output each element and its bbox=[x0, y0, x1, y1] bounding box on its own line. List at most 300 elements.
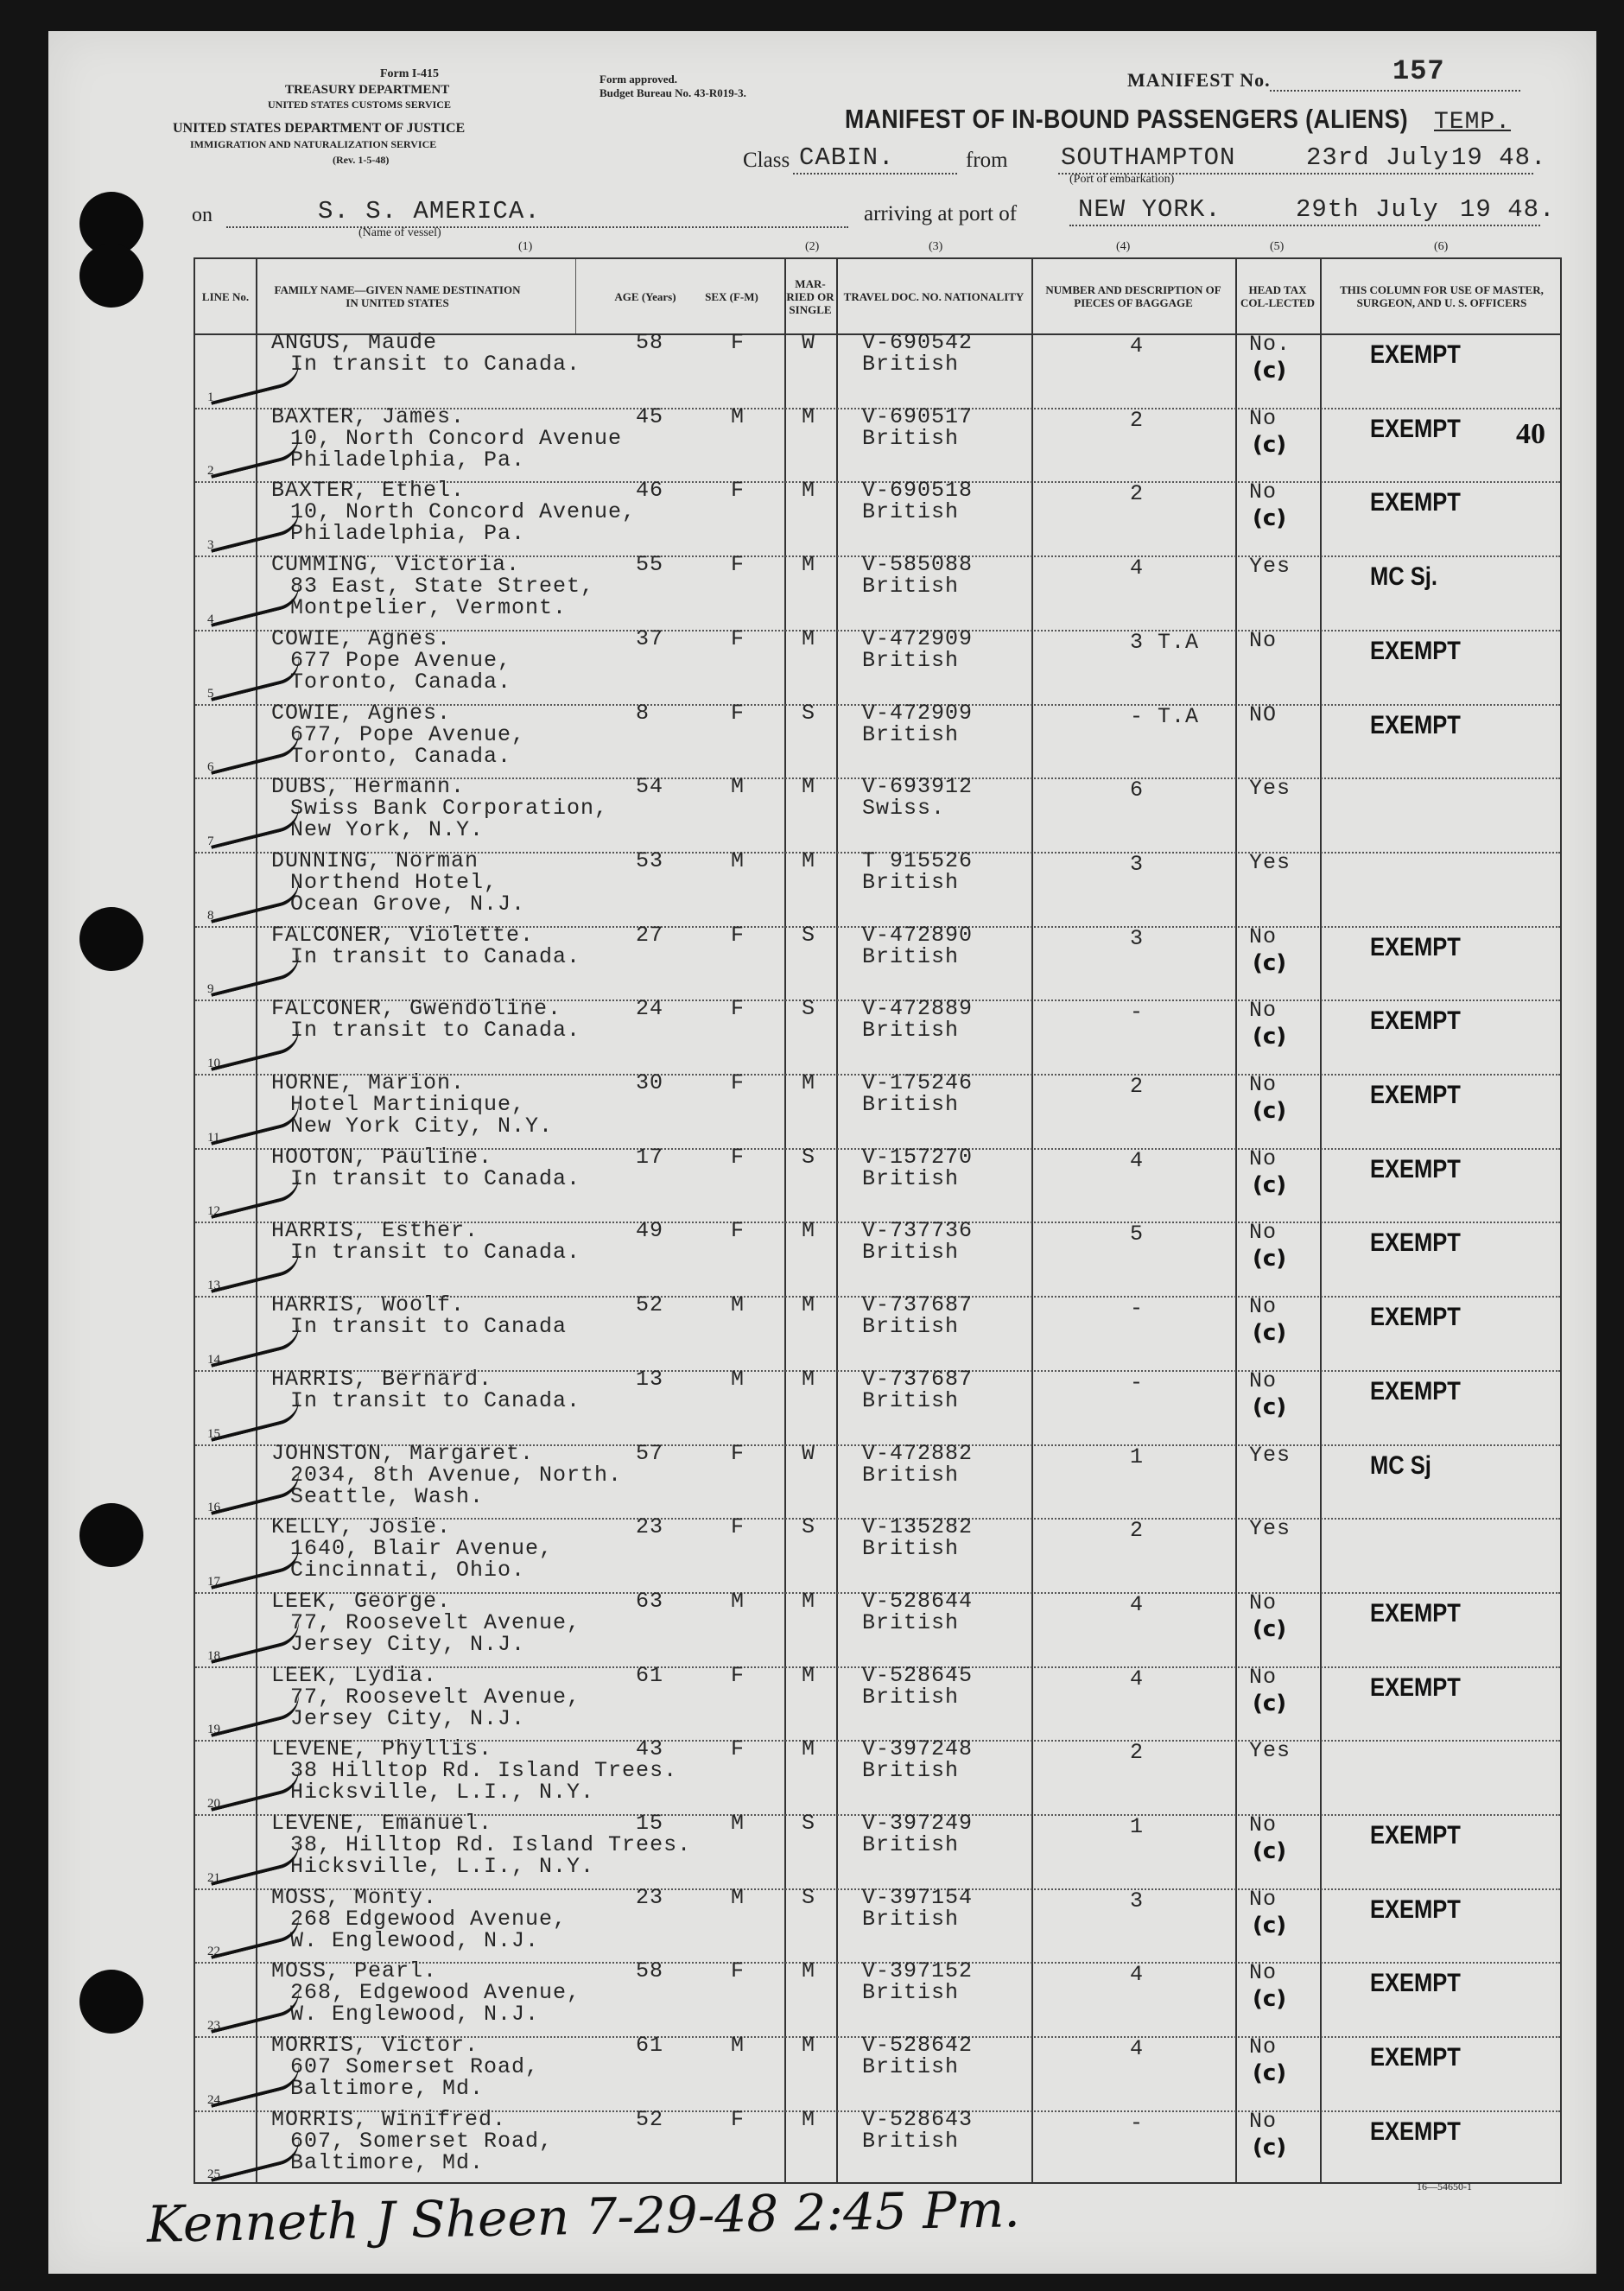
line-number: 8 bbox=[207, 908, 214, 923]
line-number: 21 bbox=[207, 1870, 220, 1885]
travel-doc-number: V-737736 bbox=[862, 1218, 974, 1244]
head-tax: No bbox=[1249, 1812, 1278, 1837]
passenger-age: 57 bbox=[636, 1440, 664, 1466]
baggage-count: 1 bbox=[1130, 1814, 1145, 1839]
from-year: 19 48. bbox=[1451, 143, 1547, 172]
manifest-title-suffix: TEMP. bbox=[1434, 109, 1512, 136]
justice-dept: UNITED STATES DEPARTMENT OF JUSTICE bbox=[173, 121, 466, 136]
passenger-name: LEEK, George. bbox=[271, 1588, 452, 1614]
revision: (Rev. 1-5-48) bbox=[333, 154, 390, 166]
head-tax-code: (c) bbox=[1253, 1615, 1287, 1642]
passenger-name: HORNE, Marion. bbox=[271, 1070, 466, 1095]
baggage-count: 2 bbox=[1130, 1740, 1145, 1766]
passenger-name: HARRIS, Woolf. bbox=[271, 1292, 466, 1318]
marital-status: W bbox=[802, 1440, 816, 1466]
passenger-name: COWIE, Agnes. bbox=[271, 625, 452, 651]
col-header-tax: HEAD TAX COL-LECTED bbox=[1240, 283, 1315, 309]
line-number: 17 bbox=[207, 1574, 220, 1589]
nationality: Swiss. bbox=[862, 796, 946, 822]
officer-note: EXEMPT bbox=[1370, 1894, 1461, 1924]
inspector-signature: Kenneth J Sheen 7-29-48 2:45 Pm. bbox=[146, 2180, 1021, 2254]
passenger-destination: In transit to Canada. bbox=[290, 943, 581, 969]
passenger-name: FALCONER, Violette. bbox=[271, 922, 535, 948]
check-mark-icon bbox=[206, 1395, 304, 1442]
officer-note: EXEMPT bbox=[1370, 932, 1461, 961]
passenger-sex: F bbox=[731, 700, 745, 726]
manifest-label: MANIFEST No. bbox=[1127, 69, 1271, 91]
passenger-destination: In transit to Canada. bbox=[290, 1387, 581, 1413]
head-tax-code: (c) bbox=[1253, 2060, 1287, 2087]
head-tax: No bbox=[1249, 627, 1278, 653]
nationality: British bbox=[862, 574, 960, 600]
passenger-age: 8 bbox=[636, 700, 650, 726]
marital-status: S bbox=[802, 1884, 816, 1910]
head-tax: No bbox=[1249, 479, 1278, 505]
manifest-title: MANIFEST OF IN-BOUND PASSENGERS (ALIENS) bbox=[845, 104, 1409, 134]
nationality: British bbox=[862, 1165, 960, 1191]
on-label: on bbox=[192, 204, 213, 226]
passenger-name: LEVENE, Emanuel. bbox=[271, 1811, 493, 1836]
marital-status: M bbox=[802, 1736, 816, 1762]
head-tax-code: (c) bbox=[1253, 1912, 1287, 1939]
marital-status: M bbox=[802, 625, 816, 651]
passenger-age: 54 bbox=[636, 774, 664, 800]
travel-doc-number: V-585088 bbox=[862, 552, 974, 578]
passenger-age: 63 bbox=[636, 1588, 664, 1614]
line-number: 24 bbox=[207, 2092, 220, 2107]
arrival-date: 29th July bbox=[1296, 195, 1439, 224]
nationality: British bbox=[862, 721, 960, 747]
travel-doc-number: V-175246 bbox=[862, 1070, 974, 1095]
nationality: British bbox=[862, 1758, 960, 1784]
check-mark-icon bbox=[206, 655, 304, 701]
head-tax-code: (c) bbox=[1253, 949, 1287, 976]
head-tax: No bbox=[1249, 1146, 1278, 1171]
officer-note: EXEMPT bbox=[1370, 1228, 1461, 1258]
manifest-number: 157 bbox=[1392, 55, 1445, 87]
head-tax-code: (c) bbox=[1253, 505, 1287, 532]
head-tax-code: (c) bbox=[1253, 1320, 1287, 1347]
passenger-sex: M bbox=[731, 774, 745, 800]
marital-status: W bbox=[802, 330, 816, 355]
marital-status: M bbox=[802, 774, 816, 800]
check-mark-icon bbox=[206, 803, 304, 849]
baggage-count: 3 bbox=[1130, 925, 1145, 951]
class-label: Class bbox=[743, 149, 790, 172]
head-tax: No bbox=[1249, 1294, 1278, 1320]
line-number: 10 bbox=[207, 1057, 220, 1070]
nationality: British bbox=[862, 499, 960, 525]
col-num-1: (1) bbox=[518, 240, 533, 253]
col-divider bbox=[836, 259, 838, 2182]
head-tax: Yes bbox=[1249, 776, 1291, 802]
travel-doc-number: V-472909 bbox=[862, 625, 974, 651]
punch-hole bbox=[79, 1970, 143, 2034]
marital-status: M bbox=[802, 1366, 816, 1392]
head-tax-code: (c) bbox=[1253, 1393, 1287, 1420]
passenger-destination: 2034, 8th Avenue, North. bbox=[290, 1462, 623, 1488]
arrival-year: 19 48. bbox=[1460, 195, 1556, 224]
marital-status: M bbox=[802, 1070, 816, 1095]
passenger-destination-city: Philadelphia, Pa. bbox=[290, 521, 526, 547]
vessel-underline bbox=[226, 226, 848, 228]
officer-note: EXEMPT bbox=[1370, 488, 1461, 517]
officer-note: EXEMPT bbox=[1370, 710, 1461, 739]
passenger-destination: In transit to Canada. bbox=[290, 1165, 581, 1191]
travel-doc-number: V-737687 bbox=[862, 1366, 974, 1392]
class-underline bbox=[793, 173, 957, 175]
baggage-count: 4 bbox=[1130, 1147, 1145, 1173]
passenger-destination-city: Toronto, Canada. bbox=[290, 669, 512, 695]
line-number: 22 bbox=[207, 1945, 220, 1959]
vessel-name: S. S. AMERICA. bbox=[318, 197, 541, 225]
officer-note: EXEMPT bbox=[1370, 414, 1461, 443]
marital-status: M bbox=[802, 847, 816, 873]
passenger-name: MORRIS, Victor. bbox=[271, 2033, 479, 2059]
col-header-age: AGE (Years) bbox=[614, 289, 676, 303]
from-label: from bbox=[966, 149, 1008, 172]
passenger-sex: F bbox=[731, 330, 745, 355]
passenger-name: DUNNING, Norman bbox=[271, 847, 479, 873]
line-number: 11 bbox=[207, 1130, 220, 1145]
passenger-destination: Northend Hotel, bbox=[290, 869, 498, 895]
head-tax: Yes bbox=[1249, 1738, 1291, 1764]
passenger-destination: 677 Pope Avenue, bbox=[290, 647, 512, 673]
passenger-age: 13 bbox=[636, 1366, 664, 1392]
line-number: 25 bbox=[207, 2167, 220, 2181]
passenger-destination-city: Philadelphia, Pa. bbox=[290, 447, 526, 473]
passenger-name: KELLY, Josie. bbox=[271, 1514, 452, 1540]
passenger-destination: Hotel Martinique, bbox=[290, 1092, 526, 1117]
passenger-sex: F bbox=[731, 996, 745, 1022]
passenger-name: CUMMING, Victoria. bbox=[271, 552, 521, 578]
head-tax-code: (c) bbox=[1253, 431, 1287, 458]
passenger-destination-city: W. Englewood, N.J. bbox=[290, 2002, 540, 2028]
line-number: 16 bbox=[207, 1501, 220, 1515]
check-mark-icon bbox=[206, 950, 304, 997]
passenger-destination: 77, Roosevelt Avenue, bbox=[290, 1609, 581, 1635]
marital-status: M bbox=[802, 1958, 816, 1984]
passenger-destination: 77, Roosevelt Avenue, bbox=[290, 1684, 581, 1710]
passenger-name: MORRIS, Winifred. bbox=[271, 2106, 507, 2132]
travel-doc-number: V-397249 bbox=[862, 1811, 974, 1836]
head-tax: No bbox=[1249, 1072, 1278, 1097]
nationality: British bbox=[862, 1609, 960, 1635]
nationality: British bbox=[862, 647, 960, 673]
head-tax-code: (c) bbox=[1253, 1171, 1287, 1198]
head-tax: No bbox=[1249, 1960, 1278, 1986]
passenger-destination-city: Hicksville, L.I., N.Y. bbox=[290, 1854, 595, 1879]
travel-doc-number: V-690518 bbox=[862, 478, 974, 504]
travel-doc-number: V-528642 bbox=[862, 2033, 974, 2059]
passenger-sex: F bbox=[731, 1218, 745, 1244]
baggage-count: 2 bbox=[1130, 481, 1145, 507]
nationality: British bbox=[862, 1018, 960, 1044]
baggage-count: 3 bbox=[1130, 1888, 1145, 1913]
nationality: British bbox=[862, 1462, 960, 1488]
passenger-age: 30 bbox=[636, 1070, 664, 1095]
arriving-label: arriving at port of bbox=[864, 202, 1018, 225]
passenger-name: BAXTER, Ethel. bbox=[271, 478, 466, 504]
officer-note: EXEMPT bbox=[1370, 1081, 1461, 1109]
side-mark: 40 bbox=[1516, 418, 1545, 450]
line-number: 3 bbox=[207, 538, 214, 553]
marital-status: S bbox=[802, 996, 816, 1022]
customs-service: UNITED STATES CUSTOMS SERVICE bbox=[268, 98, 451, 111]
marital-status: S bbox=[802, 1811, 816, 1836]
passenger-age: 46 bbox=[636, 478, 664, 504]
passenger-destination: 677, Pope Avenue, bbox=[290, 721, 526, 747]
travel-doc-number: V-690542 bbox=[862, 330, 974, 355]
officer-note: EXEMPT bbox=[1370, 1821, 1461, 1850]
treasury-dept: TREASURY DEPARTMENT bbox=[285, 83, 450, 97]
head-tax: No bbox=[1249, 2108, 1278, 2134]
col-header-name: FAMILY NAME—GIVEN NAME DESTINATION IN UNITED STATES bbox=[274, 283, 521, 309]
check-mark-icon bbox=[206, 1913, 304, 1960]
ins-service: IMMIGRATION AND NATURALIZATION SERVICE bbox=[190, 138, 437, 150]
check-mark-icon bbox=[206, 1617, 304, 1664]
check-mark-icon bbox=[206, 1469, 304, 1515]
nationality: British bbox=[862, 425, 960, 451]
passenger-destination-city: Baltimore, Md. bbox=[290, 2149, 485, 2175]
travel-doc-number: V-690517 bbox=[862, 403, 974, 429]
check-mark-icon bbox=[206, 1691, 304, 1737]
passenger-sex: F bbox=[731, 1958, 745, 1984]
passenger-age: 61 bbox=[636, 1662, 664, 1688]
line-number: 15 bbox=[207, 1426, 220, 1441]
line-number: 7 bbox=[207, 834, 214, 848]
head-tax: No bbox=[1249, 998, 1278, 1024]
passenger-name: MOSS, Monty. bbox=[271, 1884, 438, 1910]
col-num-3: (3) bbox=[929, 240, 943, 253]
baggage-count: 4 bbox=[1130, 333, 1145, 359]
passenger-sex: M bbox=[731, 403, 745, 429]
nationality: British bbox=[862, 2054, 960, 2080]
passenger-destination-city: New York, N.Y. bbox=[290, 817, 485, 843]
passenger-name: JOHNSTON, Margaret. bbox=[271, 1440, 535, 1466]
passenger-destination-city: Cincinnati, Ohio. bbox=[290, 1558, 526, 1583]
officer-note: EXEMPT bbox=[1370, 1969, 1461, 1998]
passenger-sex: F bbox=[731, 625, 745, 651]
passenger-destination: 10, North Concord Avenue bbox=[290, 425, 623, 451]
check-mark-icon bbox=[206, 1025, 304, 1071]
baggage-count: 4 bbox=[1130, 1666, 1145, 1691]
head-tax: No bbox=[1249, 1664, 1278, 1690]
col-header-travel: TRAVEL DOC. NO. NATIONALITY bbox=[843, 289, 1025, 303]
check-mark-icon bbox=[206, 877, 304, 923]
passenger-destination-city: Toronto, Canada. bbox=[290, 743, 512, 769]
vessel-caption: (Name of vessel) bbox=[358, 226, 441, 239]
travel-doc-number: V-528643 bbox=[862, 2106, 974, 2132]
passenger-sex: M bbox=[731, 1884, 745, 1910]
passenger-name: COWIE, Agnes. bbox=[271, 700, 452, 726]
check-mark-icon bbox=[206, 2136, 304, 2182]
port-caption: (Port of embarkation) bbox=[1069, 173, 1175, 186]
passenger-name: LEVENE, Phyllis. bbox=[271, 1736, 493, 1762]
passenger-destination-city: Montpelier, Vermont. bbox=[290, 595, 568, 621]
passenger-age: 45 bbox=[636, 403, 664, 429]
baggage-count: 2 bbox=[1130, 1518, 1145, 1544]
passenger-name: HOOTON, Pauline. bbox=[271, 1144, 493, 1170]
marital-status: M bbox=[802, 2033, 816, 2059]
marital-status: M bbox=[802, 2106, 816, 2132]
passenger-name: ANGUS, Maude bbox=[271, 330, 438, 355]
head-tax: No bbox=[1249, 1220, 1278, 1246]
officer-note: EXEMPT bbox=[1370, 1598, 1461, 1628]
passenger-age: 58 bbox=[636, 330, 664, 355]
punch-hole bbox=[79, 244, 143, 308]
officer-note: EXEMPT bbox=[1370, 340, 1461, 369]
head-tax: Yes bbox=[1249, 554, 1291, 580]
passenger-name: BAXTER, James. bbox=[271, 403, 466, 429]
col-num-4: (4) bbox=[1116, 240, 1131, 253]
passenger-sex: F bbox=[731, 1070, 745, 1095]
travel-doc-number: V-472890 bbox=[862, 922, 974, 948]
head-tax: Yes bbox=[1249, 1442, 1291, 1468]
from-date: 23rd July bbox=[1306, 143, 1450, 172]
passenger-destination-city: Baltimore, Md. bbox=[290, 2076, 485, 2102]
passenger-destination: In transit to Canada. bbox=[290, 1018, 581, 1044]
manifest-underline bbox=[1270, 90, 1520, 92]
col-divider bbox=[575, 259, 576, 333]
passenger-sex: M bbox=[731, 1292, 745, 1318]
passenger-sex: F bbox=[731, 1144, 745, 1170]
nationality: British bbox=[862, 1684, 960, 1710]
baggage-count: 6 bbox=[1130, 777, 1145, 803]
col-header-baggage: NUMBER AND DESCRIPTION OF PIECES OF BAGGAGE bbox=[1045, 283, 1221, 309]
officer-note: EXEMPT bbox=[1370, 1303, 1461, 1332]
head-tax-code: (c) bbox=[1253, 1098, 1287, 1124]
passenger-sex: M bbox=[731, 1588, 745, 1614]
head-tax: No bbox=[1249, 1368, 1278, 1393]
col-header-married: MAR-RIED OR SINGLE bbox=[786, 276, 834, 316]
baggage-count: 4 bbox=[1130, 555, 1145, 581]
line-number: 2 bbox=[207, 464, 214, 479]
baggage-count: 4 bbox=[1130, 1591, 1145, 1617]
check-mark-icon bbox=[206, 1839, 304, 1886]
baggage-count: - bbox=[1130, 1000, 1145, 1025]
travel-doc-number: V-472909 bbox=[862, 700, 974, 726]
punch-hole bbox=[79, 907, 143, 971]
travel-doc-number: V-693912 bbox=[862, 774, 974, 800]
passenger-destination: Swiss Bank Corporation, bbox=[290, 796, 609, 822]
punch-hole bbox=[79, 1503, 143, 1567]
passenger-age: 43 bbox=[636, 1736, 664, 1762]
passenger-destination-city: Jersey City, N.J. bbox=[290, 1631, 526, 1657]
baggage-count: 2 bbox=[1130, 407, 1145, 433]
col-header-sex: SEX (F-M) bbox=[705, 289, 758, 303]
baggage-count: 3 T.A bbox=[1130, 629, 1200, 655]
line-number: 5 bbox=[207, 686, 214, 701]
form-approved: Form approved. bbox=[599, 73, 678, 86]
passenger-destination-city: Ocean Grove, N.J. bbox=[290, 891, 526, 917]
passenger-destination-city: Seattle, Wash. bbox=[290, 1483, 485, 1509]
head-tax-code: (c) bbox=[1253, 358, 1287, 384]
passenger-age: 37 bbox=[636, 625, 664, 651]
head-tax-code: (c) bbox=[1253, 2134, 1287, 2161]
check-mark-icon bbox=[206, 1247, 304, 1293]
nationality: British bbox=[862, 1092, 960, 1117]
head-tax: No bbox=[1249, 2034, 1278, 2060]
nationality: British bbox=[862, 352, 960, 377]
passenger-sex: F bbox=[731, 552, 745, 578]
marital-status: M bbox=[802, 478, 816, 504]
marital-status: M bbox=[802, 552, 816, 578]
marital-status: S bbox=[802, 1144, 816, 1170]
line-number: 9 bbox=[207, 982, 214, 997]
passenger-sex: M bbox=[731, 847, 745, 873]
passenger-sex: F bbox=[731, 1514, 745, 1540]
passenger-age: 23 bbox=[636, 1884, 664, 1910]
col-divider bbox=[784, 259, 786, 2182]
check-mark-icon bbox=[206, 1099, 304, 1146]
passenger-destination: 607, Somerset Road, bbox=[290, 2128, 554, 2154]
passenger-sex: M bbox=[731, 1811, 745, 1836]
officer-note: EXEMPT bbox=[1370, 2043, 1461, 2072]
travel-doc-number: V-397248 bbox=[862, 1736, 974, 1762]
footer-code: 16—54650-1 bbox=[1417, 2180, 1472, 2193]
passenger-name: LEEK, Lydia. bbox=[271, 1662, 438, 1688]
passenger-age: 23 bbox=[636, 1514, 664, 1540]
head-tax: No. bbox=[1249, 332, 1291, 357]
col-divider bbox=[1235, 259, 1237, 2182]
check-mark-icon bbox=[206, 1765, 304, 1812]
col-divider bbox=[1031, 259, 1033, 2182]
passenger-age: 27 bbox=[636, 922, 664, 948]
passenger-destination: 268, Edgewood Avenue, bbox=[290, 1980, 581, 2006]
passenger-sex: F bbox=[731, 2106, 745, 2132]
passenger-age: 24 bbox=[636, 996, 664, 1022]
passenger-destination-city: Jersey City, N.J. bbox=[290, 1705, 526, 1731]
line-number: 12 bbox=[207, 1204, 220, 1219]
nationality: British bbox=[862, 1314, 960, 1340]
travel-doc-number: V-472889 bbox=[862, 996, 974, 1022]
nationality: British bbox=[862, 1832, 960, 1857]
nationality: British bbox=[862, 2128, 960, 2154]
line-number: 20 bbox=[207, 1797, 220, 1811]
passenger-age: 17 bbox=[636, 1144, 664, 1170]
passenger-sex: M bbox=[731, 1366, 745, 1392]
col-header-officers: THIS COLUMN FOR USE OF MASTER, SURGEON, AND U. S. OFFICERS bbox=[1340, 283, 1544, 309]
passenger-destination: 38 Hilltop Rd. Island Trees. bbox=[290, 1758, 678, 1784]
check-mark-icon bbox=[206, 1321, 304, 1368]
passenger-name: MOSS, Pearl. bbox=[271, 1958, 438, 1984]
check-mark-icon bbox=[206, 2061, 304, 2108]
passenger-destination: In transit to Canada bbox=[290, 1314, 568, 1340]
officer-note: EXEMPT bbox=[1370, 1376, 1461, 1406]
baggage-count: 3 bbox=[1130, 851, 1145, 877]
col-divider bbox=[1320, 259, 1322, 2182]
marital-status: S bbox=[802, 700, 816, 726]
nationality: British bbox=[862, 1906, 960, 1932]
passenger-age: 55 bbox=[636, 552, 664, 578]
form-number: Form I-415 bbox=[380, 67, 440, 80]
passenger-name: HARRIS, Esther. bbox=[271, 1218, 479, 1244]
baggage-count: - bbox=[1130, 1369, 1145, 1395]
marital-status: S bbox=[802, 1514, 816, 1540]
passenger-sex: F bbox=[731, 1736, 745, 1762]
line-number: 23 bbox=[207, 2019, 220, 2034]
passenger-sex: F bbox=[731, 1440, 745, 1466]
nationality: British bbox=[862, 1240, 960, 1266]
head-tax: No bbox=[1249, 923, 1278, 949]
nationality: British bbox=[862, 1980, 960, 2006]
passenger-destination-city: New York City, N.Y. bbox=[290, 1114, 554, 1139]
passenger-destination: In transit to Canada. bbox=[290, 1240, 581, 1266]
passenger-destination: 10, North Concord Avenue, bbox=[290, 499, 637, 525]
line-number: 18 bbox=[207, 1648, 220, 1663]
head-tax-code: (c) bbox=[1253, 1986, 1287, 2013]
